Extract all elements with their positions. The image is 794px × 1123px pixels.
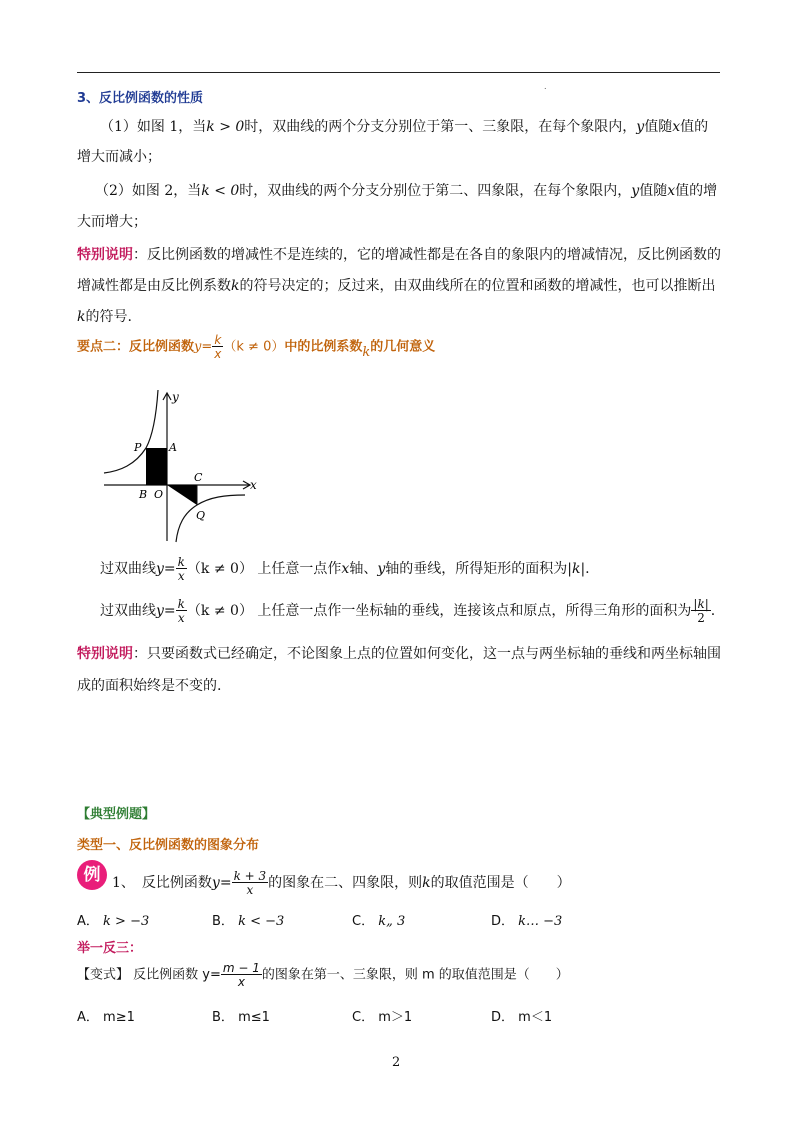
- variant-option-b[interactable]: [212, 1006, 270, 1025]
- g1-y: y: [156, 561, 164, 577]
- g2-fden: 2: [691, 610, 710, 624]
- variant-option-a[interactable]: [77, 1006, 135, 1025]
- q-frac-num: k + 3: [233, 869, 267, 883]
- v-option-a-value: m≥1: [103, 1010, 135, 1025]
- p2-val: 值随: [639, 183, 668, 199]
- option-c-key: C．: [352, 914, 375, 929]
- note2-text1: ：只要函数式已经确定，不论图象上点的位置如何变化，这一点与两坐标轴的垂线和两坐标轴围: [133, 646, 721, 662]
- kp2-k: k: [362, 344, 371, 360]
- g1-den: x: [176, 568, 187, 582]
- p1-cond: k > 0: [206, 119, 245, 135]
- kp2-eq: =: [201, 339, 213, 355]
- g1-fraction: [176, 556, 187, 582]
- label-x: x: [250, 478, 257, 492]
- kp2-den: x: [214, 347, 222, 361]
- g2-fraction: [176, 598, 187, 624]
- q-end: 的取值范围是（ ）: [430, 875, 571, 891]
- p2-x: x: [667, 183, 676, 199]
- q-y: y: [211, 875, 220, 891]
- g1-prefix: 过双曲线: [100, 561, 156, 577]
- v-option-c-value: m＞1: [378, 1010, 413, 1025]
- option-a[interactable]: [77, 910, 149, 929]
- type1-title: 类型一、反比例函数的图象分布: [77, 838, 260, 853]
- g2-num: k: [177, 597, 185, 611]
- header-rule: [77, 72, 720, 73]
- g1-x: x: [341, 561, 350, 577]
- variant-heading: 举一反三：: [77, 941, 143, 956]
- q-num: 1、: [112, 875, 128, 891]
- variant-option-c[interactable]: [352, 1006, 412, 1025]
- kp2-suffix: 中的比例系数: [284, 339, 363, 355]
- q-prefix: 反比例函数: [141, 875, 212, 891]
- q-suffix: 的图象在二、四象限，则: [268, 875, 423, 891]
- label-O: O: [154, 488, 164, 501]
- label-A: A: [169, 441, 177, 454]
- option-b-value: k < −3: [238, 914, 285, 929]
- kp2-cond: （k ≠ 0）: [223, 339, 285, 355]
- g1-abs-k: |k|: [567, 561, 586, 577]
- v-option-b-value: m≤1: [238, 1010, 270, 1025]
- option-b-key: B．: [212, 914, 234, 929]
- g1-axis1: 轴、: [349, 561, 378, 577]
- property-2-line2: 大而增大；: [77, 214, 147, 230]
- note-label: 特别说明: [77, 247, 133, 263]
- note2-label: 特别说明: [77, 646, 133, 662]
- g2-mid: 上任意一点作一坐标轴的垂线，连接该点和原点，所得三角形的面积为: [257, 603, 692, 619]
- example-badge: 例: [77, 860, 107, 890]
- shaded-rectangle: [146, 448, 167, 485]
- p1-val: 值随: [644, 119, 673, 135]
- geom-line-2: 过双曲线y= $\frac{k}{x}$ （k ≠ 0） 上任意一点作一坐标轴的垂线，连接该点和原点，所得三角形的面积为 $\frac{|k|}{2}$ .: [100, 597, 716, 625]
- p1-y: y: [636, 119, 645, 135]
- g1-num: k: [177, 555, 185, 569]
- g1-axis2: 轴的垂线，所得矩形的面积为: [385, 561, 568, 577]
- header-dot: .: [544, 82, 547, 91]
- label-y: y: [172, 390, 179, 404]
- note1-line1: [77, 244, 721, 264]
- p1-x: x: [672, 119, 681, 135]
- g1-end: .: [585, 561, 590, 577]
- note1-k: k: [231, 278, 240, 294]
- label-P: P: [134, 441, 142, 454]
- g1-y2: y: [377, 561, 386, 577]
- g2-end: .: [710, 603, 716, 619]
- q-k: k: [422, 875, 431, 891]
- kp2-prefix: 要点二：反比例函数: [77, 339, 195, 355]
- hyperbola-figure: [100, 385, 275, 545]
- v-prefix: 【变式】 反比例函数 y=: [77, 967, 221, 983]
- property-1-line2: 增大而减小；: [77, 149, 161, 165]
- p2-cond: k < 0: [201, 183, 240, 199]
- label-Q: Q: [196, 509, 206, 522]
- note2-line1: [77, 643, 721, 663]
- v-option-b-key: B．: [212, 1010, 234, 1025]
- note1-text2a: 增减性都是由反比例系数: [77, 278, 231, 294]
- v-option-c-key: C．: [352, 1010, 375, 1025]
- kp2-end: 的几何意义: [370, 339, 436, 355]
- label-C: C: [194, 471, 203, 484]
- kp2-fraction: [212, 334, 223, 360]
- q-frac-den: x: [232, 882, 269, 896]
- g2-den: x: [176, 610, 187, 624]
- option-a-key: A．: [77, 914, 99, 929]
- option-d-key: D．: [491, 914, 515, 929]
- g1-cond: （k ≠ 0）: [186, 561, 253, 577]
- kp2-num: k: [214, 333, 222, 347]
- note1-text2b: 的符号决定的；反过来，由双曲线所在的位置和函数的增减性，也可以推断出: [239, 278, 716, 294]
- note1-text3: 的符号.: [85, 309, 132, 325]
- g2-prefix: 过双曲线: [100, 603, 156, 619]
- label-B: B: [139, 488, 148, 501]
- q-fraction: [232, 870, 269, 896]
- variant-question: [77, 962, 569, 988]
- option-b[interactable]: [212, 910, 284, 929]
- note1-text1: ：反比例函数的增减性不是连续的，它的增减性都是在各自的象限内的增减情况，反比例函数的: [133, 247, 721, 263]
- p2-mid: 时，双曲线的两个分支分别位于第二、四象限，在每个象限内，: [239, 183, 632, 199]
- v-option-a-key: A．: [77, 1010, 99, 1025]
- p2-prefix: （2）如图 2，当: [95, 183, 202, 199]
- g2-cond: （k ≠ 0）: [186, 603, 253, 619]
- kp2-y: y: [194, 339, 202, 355]
- g2-fnum: |k|: [693, 597, 709, 611]
- option-d-value: k… −3: [518, 914, 563, 929]
- option-a-value: k > −3: [103, 914, 150, 929]
- v-frac-den: x: [221, 974, 262, 988]
- geom-line-1: 过双曲线y= $\frac{k}{x}$ （k ≠ 0） 上任意一点作x轴、y轴的垂线，所得矩形的面积为|k|.: [100, 555, 590, 583]
- v-option-d-value: m＜1: [518, 1010, 553, 1025]
- v-fraction: [221, 962, 262, 988]
- note1-line2: [77, 275, 715, 295]
- property-1-line1: [100, 116, 708, 136]
- page-number: 2: [392, 1055, 401, 1070]
- note1-k2: k: [77, 309, 86, 325]
- v-option-d-key: D．: [491, 1010, 515, 1025]
- p2-y: y: [631, 183, 640, 199]
- g2-y: y: [156, 603, 164, 619]
- variant-option-d[interactable]: [491, 1006, 552, 1025]
- examples-title: 【典型例题】: [77, 807, 156, 822]
- p2-end: 值的增: [675, 183, 718, 199]
- p1-prefix: （1）如图 1，当: [100, 119, 207, 135]
- section-title: 3、反比例函数的性质: [77, 91, 204, 106]
- g2-area-fraction: [691, 598, 710, 624]
- branch-fourth-quadrant: [176, 495, 245, 542]
- option-d[interactable]: [491, 910, 562, 929]
- g1-mid: 上任意一点作: [257, 561, 342, 577]
- note2-line2: 成的面积始终是不变的.: [77, 678, 222, 694]
- v-frac-num: m − 1: [222, 961, 260, 975]
- option-c[interactable]: [352, 910, 405, 929]
- p1-mid: 时，双曲线的两个分支分别位于第一、三象限，在每个象限内，: [244, 119, 637, 135]
- option-c-value: k„ 3: [378, 914, 406, 929]
- p1-end: 值的: [680, 119, 709, 135]
- v-suffix: 的图象在第一、三象限，则 m 的取值范围是（ ）: [261, 967, 569, 983]
- keypoint-2-title: [77, 334, 435, 360]
- property-2-line1: [95, 180, 717, 200]
- example-1-question: 1、 反比例函数y= $\frac{k + 3}{x}$ 的图象在二、四象限，则k的取值范围是（ ）: [112, 869, 571, 897]
- note1-line3: [77, 306, 132, 326]
- shaded-triangle: [167, 485, 197, 505]
